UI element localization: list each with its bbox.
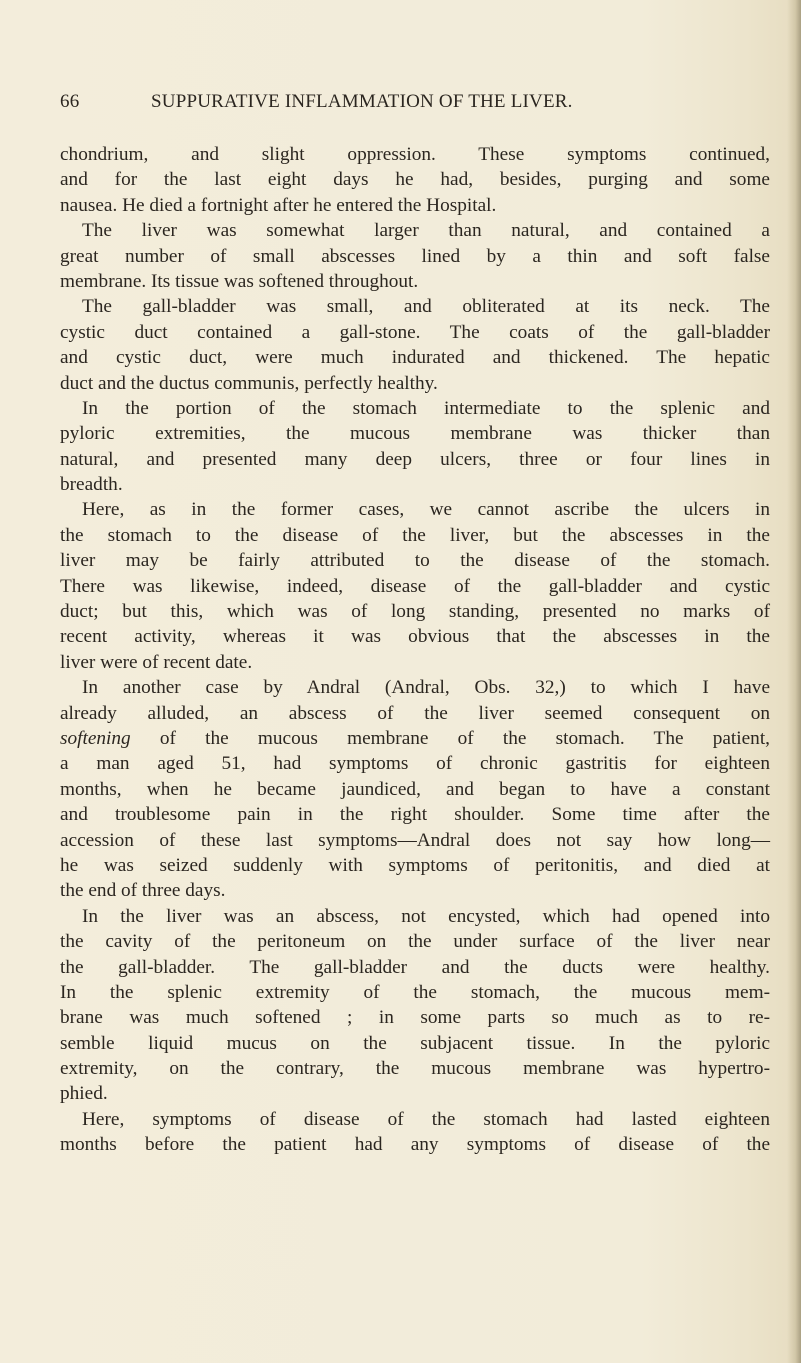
text-line: natural, and presented many deep ulcers, three or four lines in (60, 448, 770, 470)
text-line: membrane. Its tissue was softened throughout. (60, 270, 419, 292)
text-line: months, when he became jaundiced, and began to have a constant (60, 778, 770, 800)
text-line: already alluded, an abscess of the liver seemed consequent on (60, 702, 770, 724)
text-line: he was seized suddenly with symptoms of peritonitis, and died at (60, 854, 770, 876)
text-line: a man aged 51, had symptoms of chronic gastritis for eighteen (60, 753, 770, 775)
page-number: 66 (60, 91, 80, 112)
text-line: The liver was somewhat larger than natural, and contained a (82, 220, 770, 242)
text-line: accession of these last symptoms—Andral does not say how long— (60, 829, 770, 851)
text-line: months before the patient had any symptoms of disease of the (60, 1134, 770, 1156)
text-line: cystic duct contained a gall-stone. The coats of the gall-bladder (60, 321, 770, 343)
text-line: the stomach to the disease of the liver, but the abscesses in the (60, 524, 770, 546)
text-line: and troublesome pain in the right shoulder. Some time after the (60, 804, 770, 826)
text-line: chondrium, and slight oppression. These symptoms continued, (60, 144, 770, 165)
text-line: and for the last eight days he had, besides, purging and some (60, 169, 770, 191)
text-line: extremity, on the contrary, the mucous membrane was hypertro- (60, 1058, 770, 1080)
text-line: brane was much softened ; in some parts so much as to re- (60, 1007, 770, 1029)
text-line: the end of three days. (60, 880, 226, 902)
text-line-with-italic (60, 726, 770, 751)
text-line: recent activity, whereas it was obvious that the abscesses in the (60, 626, 770, 648)
text-line: and cystic duct, were much indurated and thickened. The hepatic (60, 347, 770, 369)
text-line: semble liquid mucus on the subjacent tissue. In the pyloric (60, 1032, 770, 1054)
text-line: In the splenic extremity of the stomach, the mucous mem- (60, 981, 770, 1003)
text-line: There was likewise, indeed, disease of the gall-bladder and cystic (60, 575, 770, 597)
text-line: the cavity of the peritoneum on the under surface of the liver near (60, 931, 770, 953)
text-line-remainder: of the mucous membrane of the stomach. The patient, (159, 727, 771, 749)
text-line: Here, as in the former cases, we cannot ascribe the ulcers in (82, 499, 770, 521)
body-text (60, 142, 770, 1158)
text-line: In another case by Andral (Andral, Obs. 32,) to which I have (82, 677, 770, 699)
page-header (60, 91, 740, 119)
page-edge-shadow (787, 0, 801, 1363)
text-line: The gall-bladder was small, and obliterated at its neck. The (82, 296, 770, 318)
text-line: In the liver was an abscess, not encysted, which had opened into (82, 905, 770, 927)
text-line: breadth. (60, 474, 123, 496)
text-line: In the portion of the stomach intermediate to the splenic and (82, 397, 770, 419)
italic-word: softening (60, 727, 131, 749)
text-line: duct; but this, which was of long standing, presented no marks of (60, 601, 770, 623)
text-line: the gall-bladder. The gall-bladder and the ducts were healthy. (60, 956, 770, 978)
text-line: nausea. He died a fortnight after he entered the Hospital. (60, 194, 497, 216)
running-title: SUPPURATIVE INFLAMMATION OF THE LIVER. (151, 91, 573, 112)
text-line: duct and the ductus communis, perfectly healthy. (60, 372, 438, 394)
text-line: liver were of recent date. (60, 651, 253, 673)
text-line: phied. (60, 1083, 108, 1105)
text-line: liver may be fairly attributed to the disease of the stomach. (60, 550, 770, 572)
text-line: great number of small abscesses lined by a thin and soft false (60, 245, 770, 267)
text-line: Here, symptoms of disease of the stomach had lasted eighteen (82, 1108, 770, 1130)
text-line: pyloric extremities, the mucous membrane was thicker than (60, 423, 770, 445)
